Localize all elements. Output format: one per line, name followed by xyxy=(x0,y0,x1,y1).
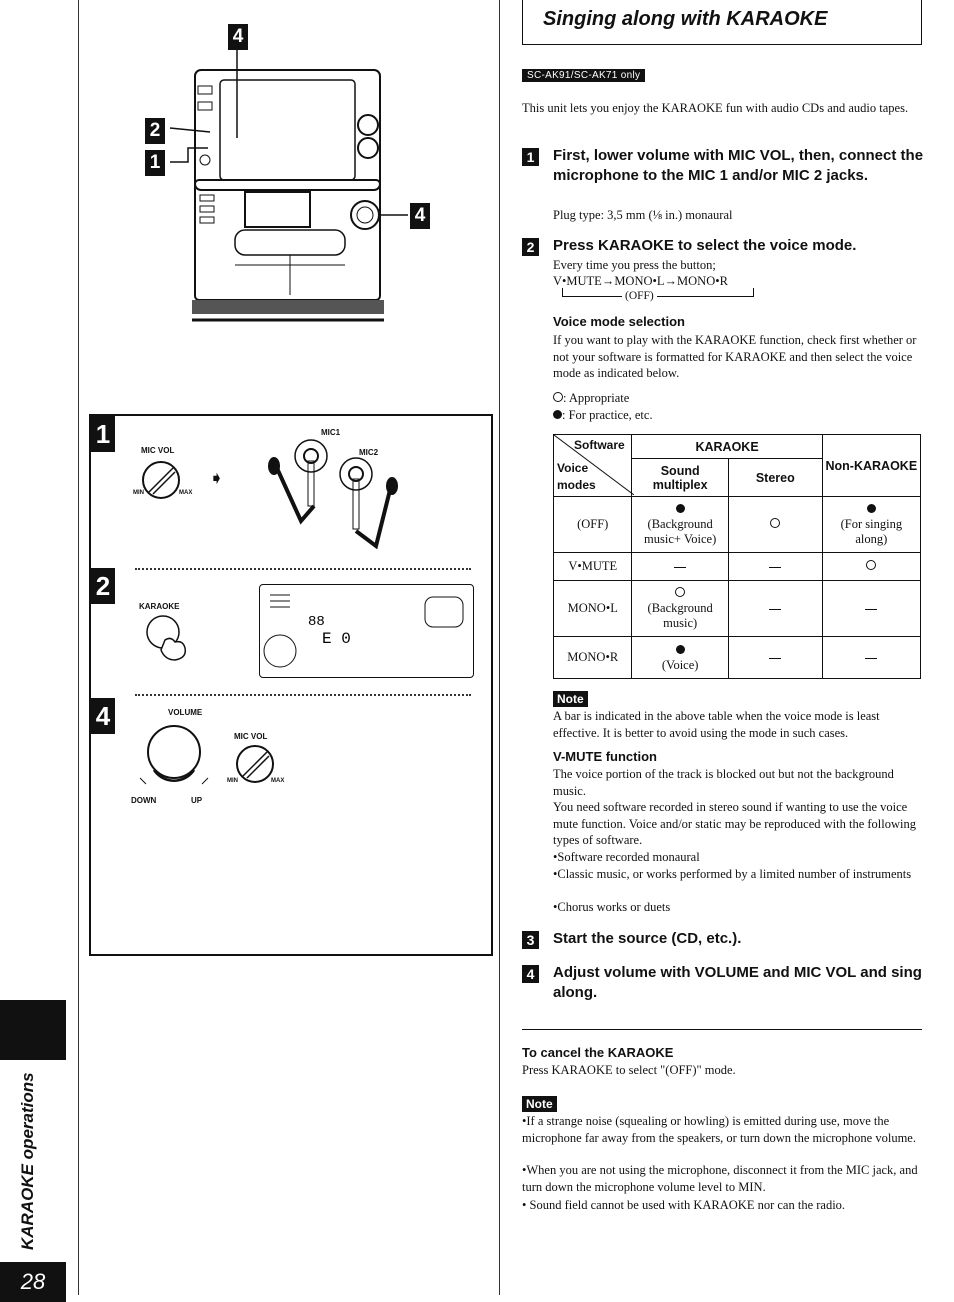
mode-cycle-bracket xyxy=(562,288,754,297)
callout-4-right: 4 xyxy=(410,203,430,229)
legend-appropriate: : Appropriate xyxy=(553,390,629,407)
volume-knob-icon xyxy=(136,722,216,797)
table-corner-cell xyxy=(554,435,632,497)
legend-practice: : For practice, etc. xyxy=(553,407,653,424)
table-cell xyxy=(728,581,822,637)
note-badge-2: Note xyxy=(522,1096,557,1112)
svg-text:88: 88 xyxy=(308,614,325,630)
mic1-label: MIC1 xyxy=(321,428,341,437)
table-mode-cell: V•MUTE xyxy=(554,553,632,581)
table-header-sound-multiplex: Sound multiplex xyxy=(632,459,728,497)
dash-mark xyxy=(769,609,781,610)
mic-vol-max-label-2: MAX xyxy=(271,778,285,784)
step-3-heading: Start the source (CD, etc.). xyxy=(553,930,742,947)
step-2-mode-cycle: V•MUTE→MONO•L→MONO•R xyxy=(553,274,728,288)
step-1-heading: First, lower volume with MIC VOL, then, connect the microphone to the MIC 1 and/or MIC 2 jacks. xyxy=(553,147,924,184)
step-2-off-label: (OFF) xyxy=(622,288,657,305)
callout-2: 2 xyxy=(145,118,165,144)
table-mode-cell: MONO•R xyxy=(554,637,632,679)
table-row xyxy=(554,553,921,581)
step-1-number: 1 xyxy=(522,148,539,166)
panel-4-number: 4 xyxy=(91,698,115,734)
dash-mark xyxy=(865,609,877,610)
vmute-bullet: •Chorus works or duets xyxy=(553,900,671,914)
table-corner-modes: modes xyxy=(557,478,596,492)
table-cell: (For singing along) xyxy=(822,497,920,553)
mic-vol-min-label: MIN xyxy=(133,490,144,496)
mic-vol-label-2: MIC VOL xyxy=(234,732,268,741)
divider-dotted-2 xyxy=(135,694,471,696)
callout-1: 1 xyxy=(145,150,165,176)
stereo-system-illustration xyxy=(140,20,440,330)
open-circle-icon xyxy=(553,392,563,402)
mic-vol-max-label: MAX xyxy=(179,490,193,496)
page-number: 28 xyxy=(0,1262,66,1302)
mic-vol-label: MIC VOL xyxy=(141,446,175,455)
section-divider xyxy=(522,1029,922,1030)
open-circle-icon xyxy=(675,587,685,597)
instruction-panel-box xyxy=(89,414,493,956)
step-2-detail-1: Every time you press the button; xyxy=(553,258,716,272)
table-cell xyxy=(728,553,822,581)
note-1-text: A bar is indicated in the above table when the voice mode is least effective. It is better to avoid using the mode in such cases. xyxy=(553,709,880,740)
step-2-heading: Press KARAOKE to select the voice mode. xyxy=(553,237,857,254)
step-1-detail: Plug type: 3,5 mm (⅛ in.) monaural xyxy=(553,208,733,222)
karaoke-button-press-icon xyxy=(141,614,201,669)
volume-label: VOLUME xyxy=(168,708,203,717)
karaoke-button-label: KARAOKE xyxy=(139,602,180,611)
table-header-karaoke: KARAOKE xyxy=(632,435,822,459)
arrow-right-icon: ➧ xyxy=(209,468,225,488)
model-badge: SC-AK91/SC-AK71 only xyxy=(522,69,645,82)
mic-vol-knob-icon xyxy=(139,460,189,510)
dash-mark xyxy=(674,567,686,568)
vmute-paragraph-2: You need software recorded in stereo sound if wanting to use the voice mute function. Voice and/or static may be reproduced with the following types of software. xyxy=(553,800,916,847)
note-2-bullet: •If a strange noise (squealing or howling) is emitted during use, move the microphone far away from the speakers, or turn down the microphone volume. xyxy=(522,1114,916,1145)
note-badge-1: Note xyxy=(553,691,588,707)
step-2-number: 2 xyxy=(522,238,539,256)
display-panel-illustration xyxy=(259,584,474,678)
voice-mode-table xyxy=(553,434,921,679)
cancel-text: Press KARAOKE to select "(OFF)" mode. xyxy=(522,1063,736,1077)
voice-mode-text: If you want to play with the KARAOKE function, check first whether or not your software is formatted for KARAOKE and then select the voice mode as indicated below. xyxy=(553,333,917,380)
vmute-paragraph-1: The voice portion of the track is blocked out but not the background music. xyxy=(553,767,894,798)
table-row xyxy=(554,637,921,679)
vmute-bullet: •Software recorded monaural xyxy=(553,850,700,864)
table-cell xyxy=(632,553,728,581)
mic-vol-knob-icon-2 xyxy=(233,744,283,794)
table-mode-cell: MONO•L xyxy=(554,581,632,637)
filled-circle-icon xyxy=(553,410,562,419)
open-circle-icon xyxy=(770,518,780,528)
step-3-number: 3 xyxy=(522,931,539,949)
sidebar-section-label: KARAOKE operations xyxy=(18,1072,37,1250)
intro-paragraph: This unit lets you enjoy the KARAOKE fun with audio CDs and audio tapes. xyxy=(522,101,909,115)
volume-down-label: DOWN xyxy=(131,796,157,805)
voice-mode-heading: Voice mode selection xyxy=(553,314,685,329)
sidebar-tab-marker xyxy=(0,1000,66,1060)
table-row xyxy=(554,581,921,637)
table-corner-voice: Voice xyxy=(557,461,589,475)
table-cell: (Voice) xyxy=(632,637,728,679)
table-cell xyxy=(728,497,822,553)
table-header-stereo: Stereo xyxy=(728,459,822,497)
svg-text:E 0: E 0 xyxy=(322,630,351,648)
table-header-non-karaoke: Non-KARAOKE xyxy=(822,435,920,497)
table-cell xyxy=(728,637,822,679)
filled-circle-icon xyxy=(867,504,876,513)
table-corner-software: Software xyxy=(574,438,625,452)
table-cell xyxy=(822,581,920,637)
mic2-label: MIC2 xyxy=(359,448,379,457)
volume-up-label: UP xyxy=(191,796,203,805)
filled-circle-icon xyxy=(676,504,685,513)
panel-1-number: 1 xyxy=(91,416,115,452)
dash-mark xyxy=(769,567,781,568)
note-2-bullet: • Sound field cannot be used with KARAOKE nor can the radio. xyxy=(522,1198,846,1212)
open-circle-icon xyxy=(866,560,876,570)
mic-vol-min-label-2: MIN xyxy=(227,778,238,784)
microphone-plugs-icon xyxy=(256,436,406,561)
divider-dotted-1 xyxy=(135,568,471,570)
step-4-number: 4 xyxy=(522,965,539,983)
step-4-heading: Adjust volume with VOLUME and MIC VOL and sing along. xyxy=(553,964,922,1001)
dash-mark xyxy=(769,658,781,659)
table-cell: (Background music+ Voice) xyxy=(632,497,728,553)
table-row xyxy=(554,497,921,553)
note-2-bullet: •When you are not using the microphone, disconnect it from the MIC jack, and turn down the microphone volume level to MIN. xyxy=(522,1163,918,1194)
page-title-box xyxy=(522,0,922,45)
left-column-rule xyxy=(78,0,79,1295)
vmute-heading: V-MUTE function xyxy=(553,749,657,764)
cancel-heading: To cancel the KARAOKE xyxy=(522,1045,674,1060)
filled-circle-icon xyxy=(676,645,685,654)
table-cell xyxy=(822,637,920,679)
column-divider xyxy=(499,0,500,1295)
table-cell xyxy=(822,553,920,581)
page-title: Singing along with KARAOKE xyxy=(543,8,828,30)
dash-mark xyxy=(865,658,877,659)
panel-2-number: 2 xyxy=(91,568,115,604)
table-cell: (Background music) xyxy=(632,581,728,637)
table-mode-cell: (OFF) xyxy=(554,497,632,553)
vmute-bullet: •Classic music, or works performed by a limited number of instruments xyxy=(553,867,912,881)
callout-4-top: 4 xyxy=(228,24,248,50)
